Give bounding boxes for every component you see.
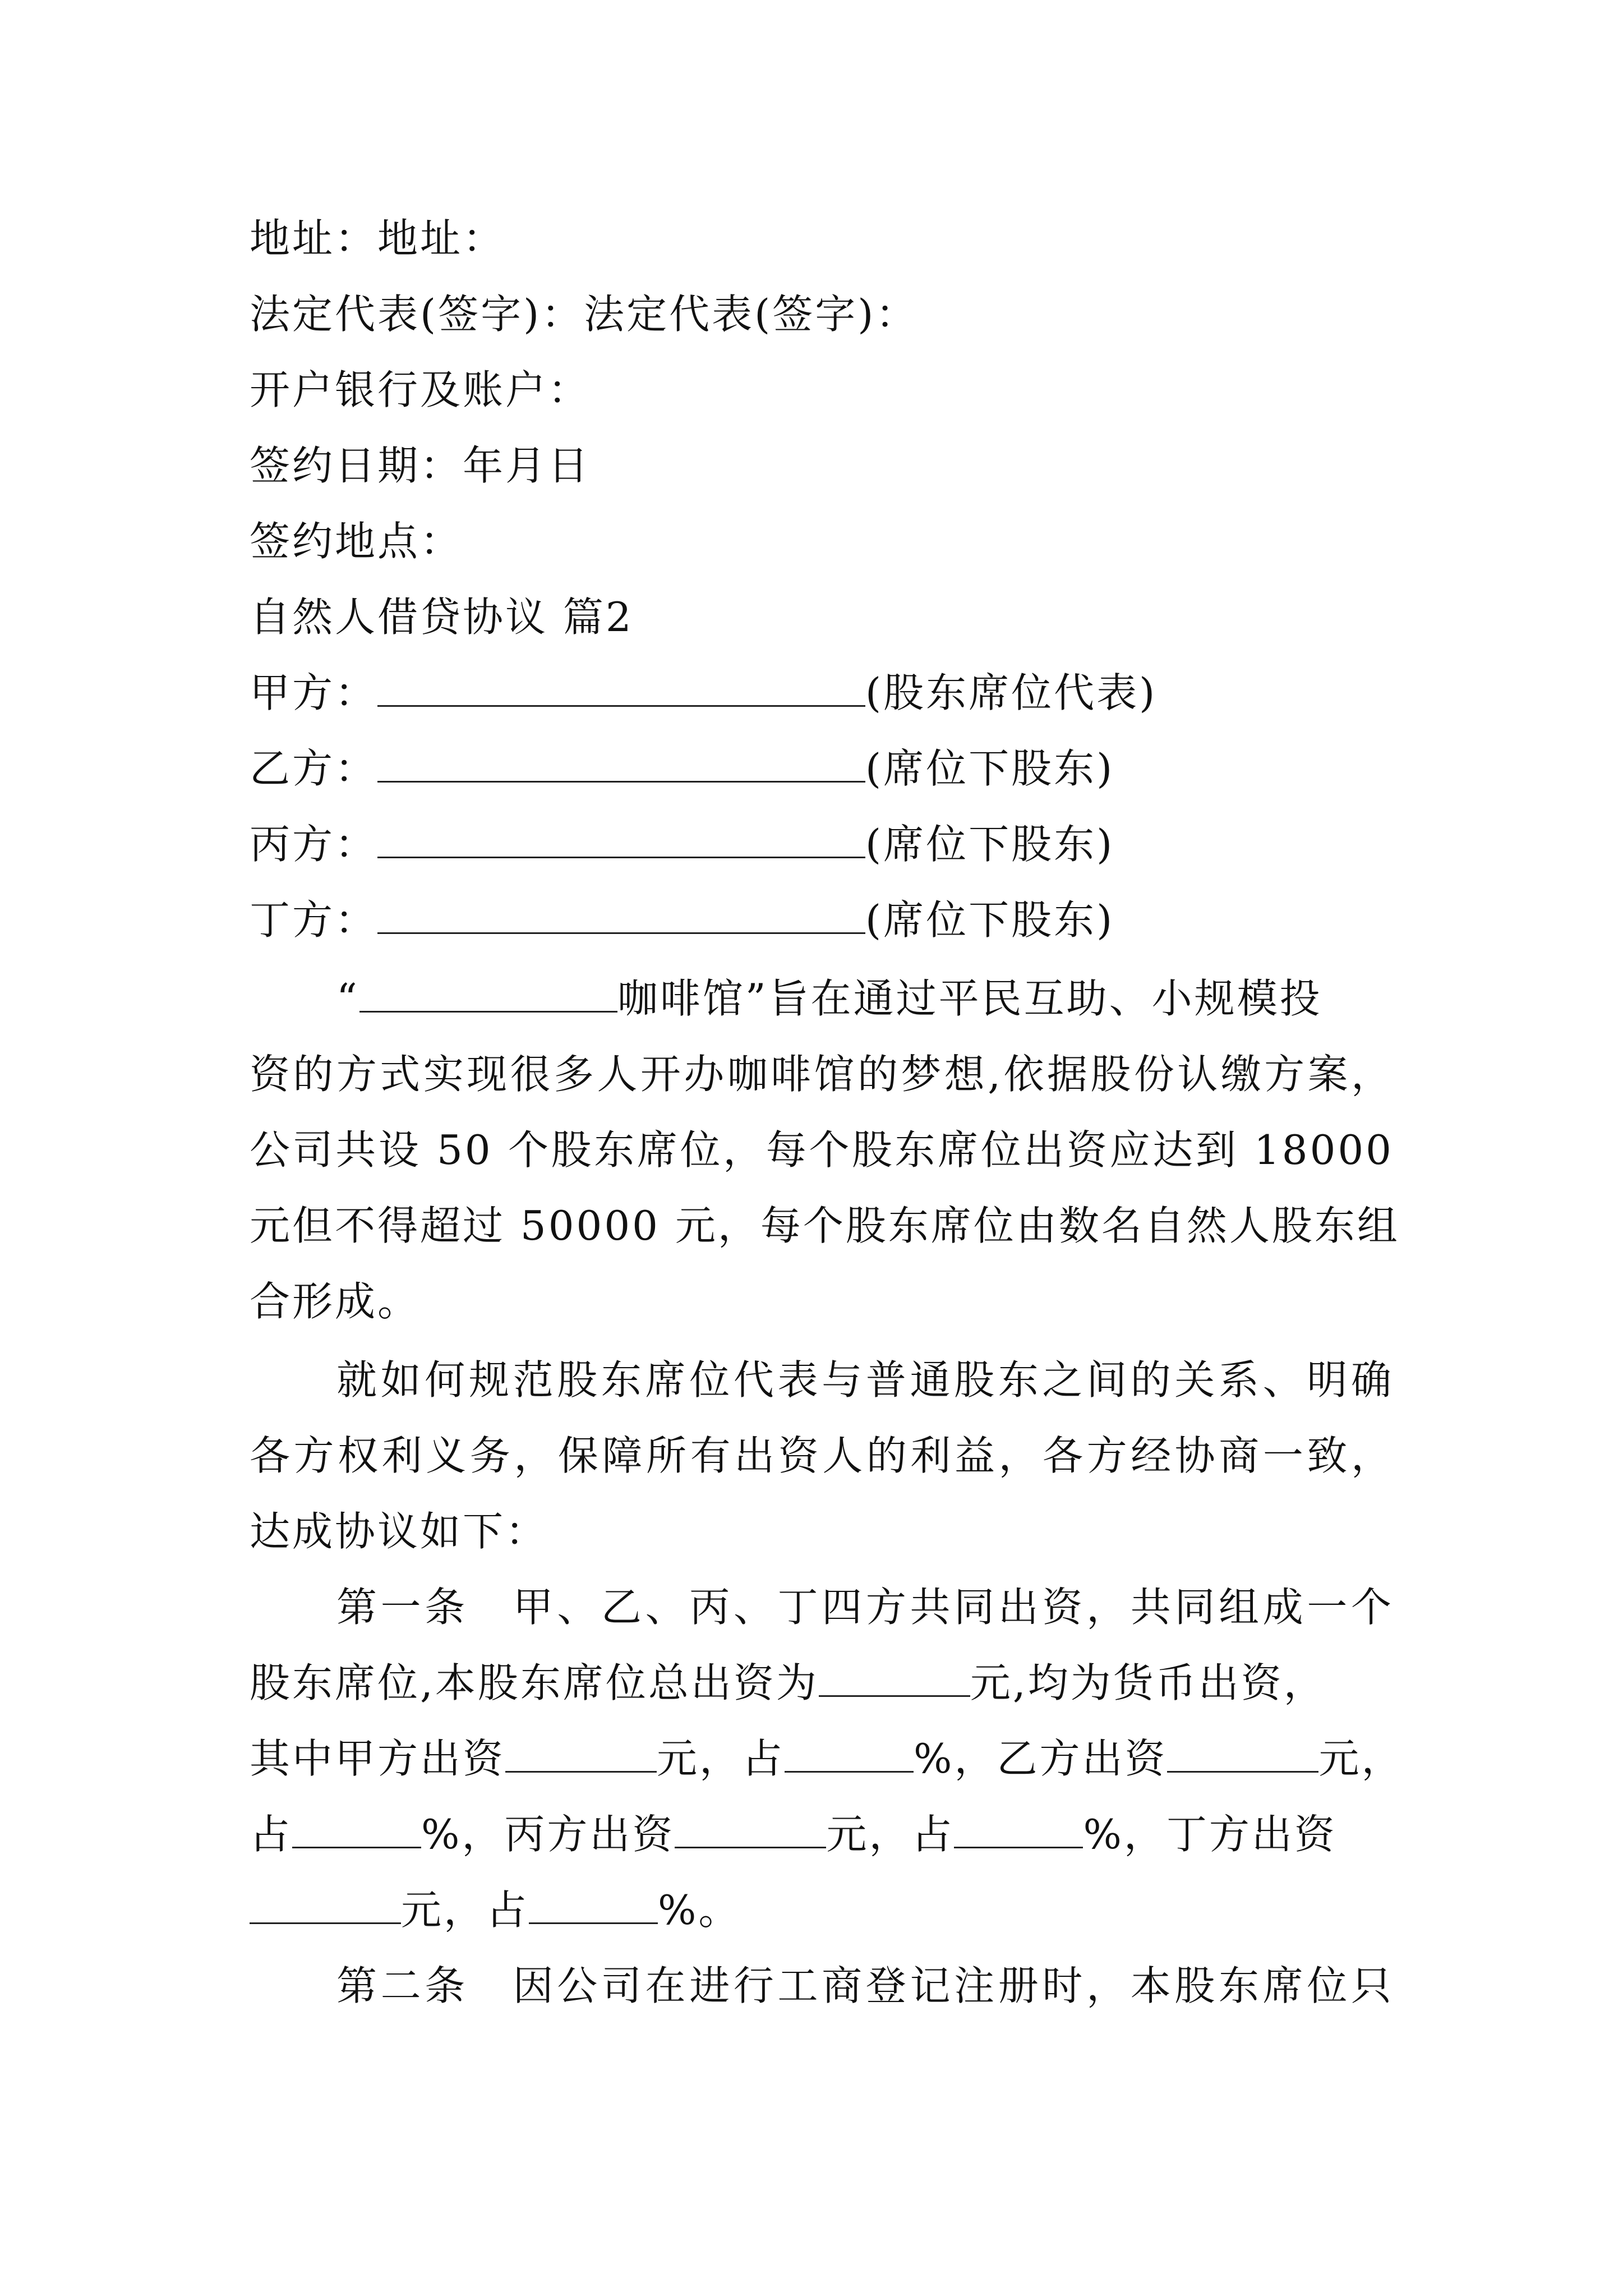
article1-text: 股东席位,本股东席位总出资为 [250, 1659, 819, 1706]
party-name-blank [377, 671, 865, 707]
party-name-blank [377, 823, 865, 858]
party-role: (股东席位代表) [865, 669, 1158, 716]
party-c-percent-blank [954, 1813, 1083, 1848]
article1-text: %，乙方出资 [914, 1735, 1168, 1782]
article1-text: %，丙方出资 [421, 1811, 675, 1858]
para1-line5: 合形成。 [250, 1278, 421, 1325]
para1-text: 咖啡馆”旨在通过平民互助、小规模投 [617, 975, 1322, 1022]
article1-line5 [250, 1885, 1394, 1935]
party-b-percent-blank [292, 1813, 421, 1848]
party-a-amount-blank [505, 1737, 657, 1773]
party-c-amount-blank [675, 1813, 826, 1848]
party-d-amount-blank [250, 1889, 401, 1924]
party-line-d [250, 895, 1394, 945]
bank-account-line: 开户银行及账户： [250, 366, 591, 413]
article1-text: 元，占 [657, 1735, 785, 1782]
article1-text: 元，占 [826, 1811, 955, 1858]
signing-date-line: 签约日期：年月日 [250, 442, 591, 489]
section-title: 自然人借贷协议 篇2 [250, 593, 634, 641]
article2-line1: 第二条 因公司在进行工商登记注册时，本股东席位只 [336, 1962, 1394, 2009]
article1-line1: 第一条 甲、乙、丙、丁四方共同出资，共同组成一个 [336, 1584, 1394, 1631]
cafe-name-blank [359, 977, 617, 1013]
party-role: (席位下股东) [865, 896, 1115, 944]
article1-text: 元，占 [401, 1887, 529, 1934]
open-quote: “ [336, 975, 359, 1022]
party-label: 乙方： [250, 745, 378, 792]
party-line-c [250, 819, 1394, 869]
total-capital-blank [819, 1662, 970, 1697]
article1-text: %，丁方出资 [1083, 1811, 1337, 1858]
party-b-amount-blank [1167, 1737, 1318, 1773]
article1-line2 [250, 1658, 1394, 1708]
legal-representative-line: 法定代表(签字)：法定代表(签字)： [250, 291, 919, 338]
party-a-percent-blank [785, 1737, 914, 1773]
party-label: 丁方： [250, 896, 378, 944]
article1-text: 其中甲方出资 [250, 1735, 506, 1782]
party-label: 丙方： [250, 821, 378, 868]
party-line-b [250, 743, 1394, 794]
address-line: 地址：地址： [250, 215, 506, 262]
para2-line3: 达成协议如下： [250, 1508, 548, 1555]
article1-line4 [250, 1809, 1394, 1860]
party-name-blank [377, 899, 865, 934]
para1-line1 [336, 973, 1394, 1024]
article1-text: 占 [250, 1811, 293, 1858]
party-role: (席位下股东) [865, 821, 1115, 868]
article1-line3 [250, 1733, 1404, 1784]
para1-line2: 资的方式实现很多人开办咖啡馆的梦想,依据股份认缴方案， [250, 1051, 1394, 1098]
para1-line3: 公司共设 50 个股东席位，每个股东席位出资应达到 18000 [250, 1126, 1394, 1174]
party-line-a [250, 668, 1394, 718]
article1-text: 元,均为货币出资， [970, 1659, 1326, 1706]
para2-line1: 就如何规范股东席位代表与普通股东之间的关系、明确 [336, 1356, 1394, 1404]
party-role: (席位下股东) [865, 745, 1115, 792]
party-label: 甲方： [250, 669, 378, 716]
para2-line2: 各方权利义务，保障所有出资人的利益，各方经协商一致， [250, 1432, 1394, 1479]
party-d-percent-blank [529, 1889, 658, 1924]
article1-text: 元， [1318, 1735, 1404, 1782]
article1-text: %。 [658, 1887, 741, 1934]
signing-place-line: 签约地点： [250, 518, 463, 565]
para1-line4: 元但不得超过 50000 元，每个股东席位由数名自然人股东组 [250, 1202, 1400, 1249]
party-name-blank [377, 747, 865, 783]
